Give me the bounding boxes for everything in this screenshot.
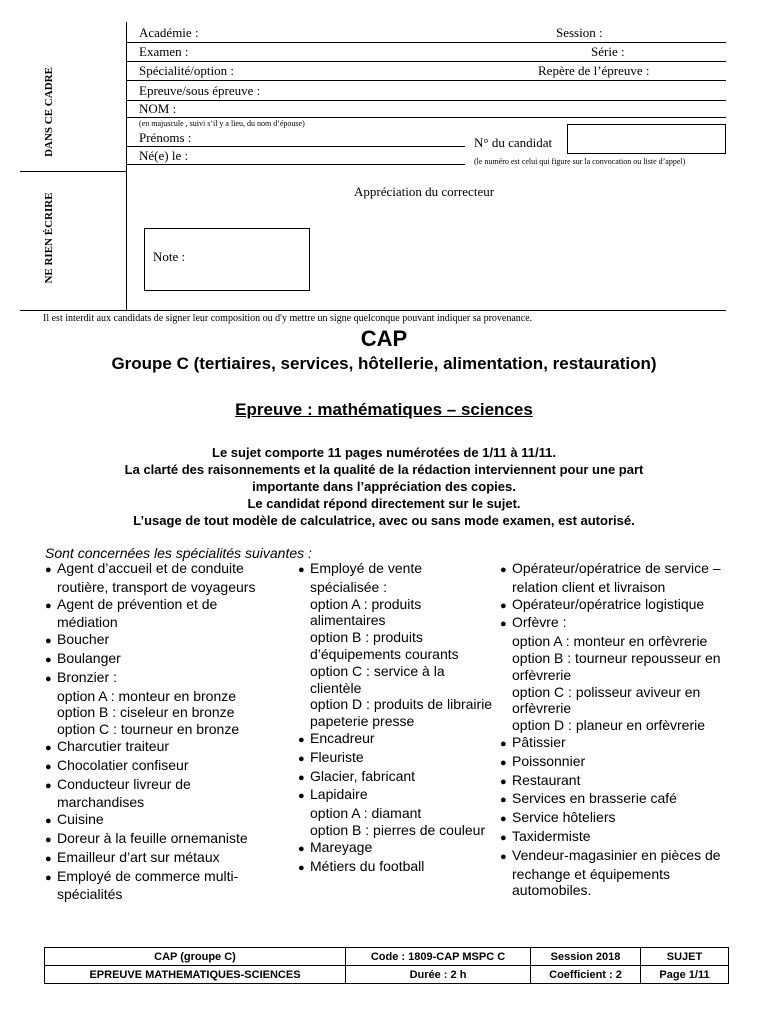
footer-coefficient: Coefficient : 2 (531, 966, 641, 984)
list-item: ● Employé de vente spécialisée : (298, 560, 494, 596)
list-item: ● Encadreur (298, 730, 494, 749)
list-item: ● Restaurant (500, 772, 740, 791)
list-sub-item: option B : produits d’équipements courants (310, 629, 459, 662)
examen-line (127, 61, 726, 62)
list-item: ● Taxidermiste (500, 828, 740, 847)
side-separator (20, 171, 127, 172)
specialite-label: Spécialité/option : (139, 63, 234, 78)
instruction-line: L’usage de tout modèle de calculatrice, avec ou sans mode examen, est autorisé. (133, 513, 635, 528)
instruction-line: Le sujet comporte 11 pages numérotées de 1/11 à 11/11. (212, 445, 556, 460)
list-item: ● Bronzier : (45, 669, 270, 688)
prenoms-label: Prénoms : (139, 130, 192, 145)
table-row (45, 948, 729, 966)
epreuve-title (0, 400, 768, 420)
nom-label: NOM : (139, 101, 177, 116)
list-item: ● Cuisine (45, 811, 270, 830)
specialites-intro: Sont concernées les spécialités suivantes : (45, 545, 312, 561)
instruction-line: importante dans l’appréciation des copies. (252, 479, 516, 494)
list-item: ● Métiers du football (298, 858, 494, 877)
footer-duree: Durée : 2 h (346, 966, 531, 984)
instruction-line: La clarté des raisonnements et la qualité de la rédaction interviennent pour une part (124, 462, 644, 477)
list-sub-item: option B : pierres de couleur (310, 821, 486, 838)
list-item: ● Fleuriste (298, 749, 494, 768)
instruction-line: Le candidat répond directement sur le sujet. (247, 496, 521, 511)
epreuve-title-text: Epreuve : mathématiques – sciences (235, 400, 533, 419)
numero-candidat-note: (le numéro est celui qui figure sur la convocation ou liste d’appel) (474, 157, 686, 166)
epreuve-sous-epreuve-label: Epreuve/sous épreuve : (139, 83, 261, 98)
footer-code: Code : 1809-CAP MSPC C (346, 948, 531, 966)
list-item: ● Glacier, fabricant (298, 768, 494, 787)
list-item: ● Opérateur/opératrice logistique (500, 596, 740, 615)
list-sub-item: option A : monteur en bronze (57, 687, 237, 704)
list-item: ● Employé de commerce multi-spécialités (45, 868, 270, 904)
specialites-column-3 (500, 560, 740, 899)
footer-page: Page 1/11 (641, 966, 729, 984)
nom-note: (en majuscule , suivi s’il y a lieu, du nom d’épouse) (139, 119, 305, 128)
groupe-title: Groupe C (tertiaires, services, hôtellerie, alimentation, restauration) (111, 354, 657, 373)
list-sub-item: option C : polisseur aviveur en orfèvrerie (512, 683, 701, 717)
list-sub-item: option B : ciseleur en bronze (57, 704, 235, 721)
list-item: ● Opérateur/opératrice de service – relation client et livraison (500, 560, 740, 596)
epreuve-line (127, 100, 726, 101)
note-box[interactable] (144, 228, 310, 291)
interdit-notice: Il est interdit aux candidats de signer leur composition ou d'y mettre un signe quelconque pouvant indiquer sa provenance. (43, 313, 533, 324)
list-item: ● Services en brasserie café (500, 790, 740, 809)
examen-label: Examen : (139, 44, 189, 59)
list-item: ● Vendeur-magasinier en pièces de rechange et équipements automobiles. (500, 847, 740, 899)
table-row (45, 966, 729, 984)
list-item: ● Boulanger (45, 650, 270, 669)
prenoms-line (127, 146, 465, 147)
list-item: ● Doreur à la feuille ornemaniste (45, 830, 270, 849)
footer-table (44, 947, 729, 984)
list-sub-item: option D : planeur en orfèvrerie (512, 717, 705, 734)
list-item: ● Orfèvre : (500, 614, 740, 633)
footer-epreuve: EPREUVE MATHEMATIQUES-SCIENCES (45, 966, 346, 984)
list-item: ● Poissonnier (500, 753, 740, 772)
list-sub-item: option A : produits alimentaires (310, 595, 422, 629)
list-item: ● Charcutier traiteur (45, 738, 270, 757)
list-item: ● Chocolatier confiseur (45, 757, 270, 776)
specialites-column-1 (45, 560, 270, 903)
note-label: Note : (153, 249, 186, 264)
list-item: ● Mareyage (298, 839, 494, 858)
footer-sujet: SUJET (641, 948, 729, 966)
appreciation-correcteur-label: Appréciation du correcteur (354, 184, 495, 199)
list-item: ● Service hôteliers (500, 809, 740, 828)
nom-line (127, 117, 726, 118)
list-sub-item: option D : produits de librairie papeterie presse (310, 696, 493, 730)
list-sub-item: option C : service à la clientèle (310, 662, 445, 696)
list-item: ● Agent d’accueil et de conduite routière, transport de voyageurs (45, 560, 270, 596)
list-item: ● Lapidaire (298, 786, 494, 805)
specialites-column-2 (298, 560, 494, 876)
numero-candidat-label: N° du candidat (474, 135, 553, 150)
header-frame-bottom-border (20, 310, 726, 311)
ne-le-label: Né(e) le : (139, 148, 189, 163)
list-sub-item: option A : diamant (310, 805, 422, 822)
side-label-dans-ce-cadre: DANS CE CADRE (43, 67, 55, 157)
session-label: Session : (556, 25, 603, 40)
academie-line (127, 42, 726, 43)
header-frame-left-border (126, 22, 127, 310)
repere-label: Repère de l’épreuve : (538, 63, 650, 78)
serie-label: Série : (591, 44, 625, 59)
list-item: ● Emailleur d’art sur métaux (45, 849, 270, 868)
footer-session: Session 2018 (531, 948, 641, 966)
list-sub-item: option C : tourneur en bronze (57, 721, 240, 738)
ne-le-line (127, 164, 465, 165)
numero-candidat-box[interactable] (567, 124, 726, 154)
list-item: ● Pâtissier (500, 734, 740, 753)
side-label-ne-rien-ecrire: NE RIEN ÉCRIRE (43, 192, 55, 284)
cap-title: CAP (360, 326, 408, 351)
list-sub-item: option A : monteur en orfèvrerie (512, 633, 708, 650)
academie-label: Académie : (139, 25, 199, 40)
list-item: ● Agent de prévention et de médiation (45, 596, 270, 632)
list-item: ● Conducteur livreur de marchandises (45, 776, 270, 812)
footer-exam-name: CAP (groupe C) (45, 948, 346, 966)
specialite-line (127, 80, 726, 81)
instructions-block (0, 444, 768, 529)
list-sub-item: option B : tourneur repousseur en orfèvrerie (512, 649, 721, 683)
list-item: ● Boucher (45, 631, 270, 650)
